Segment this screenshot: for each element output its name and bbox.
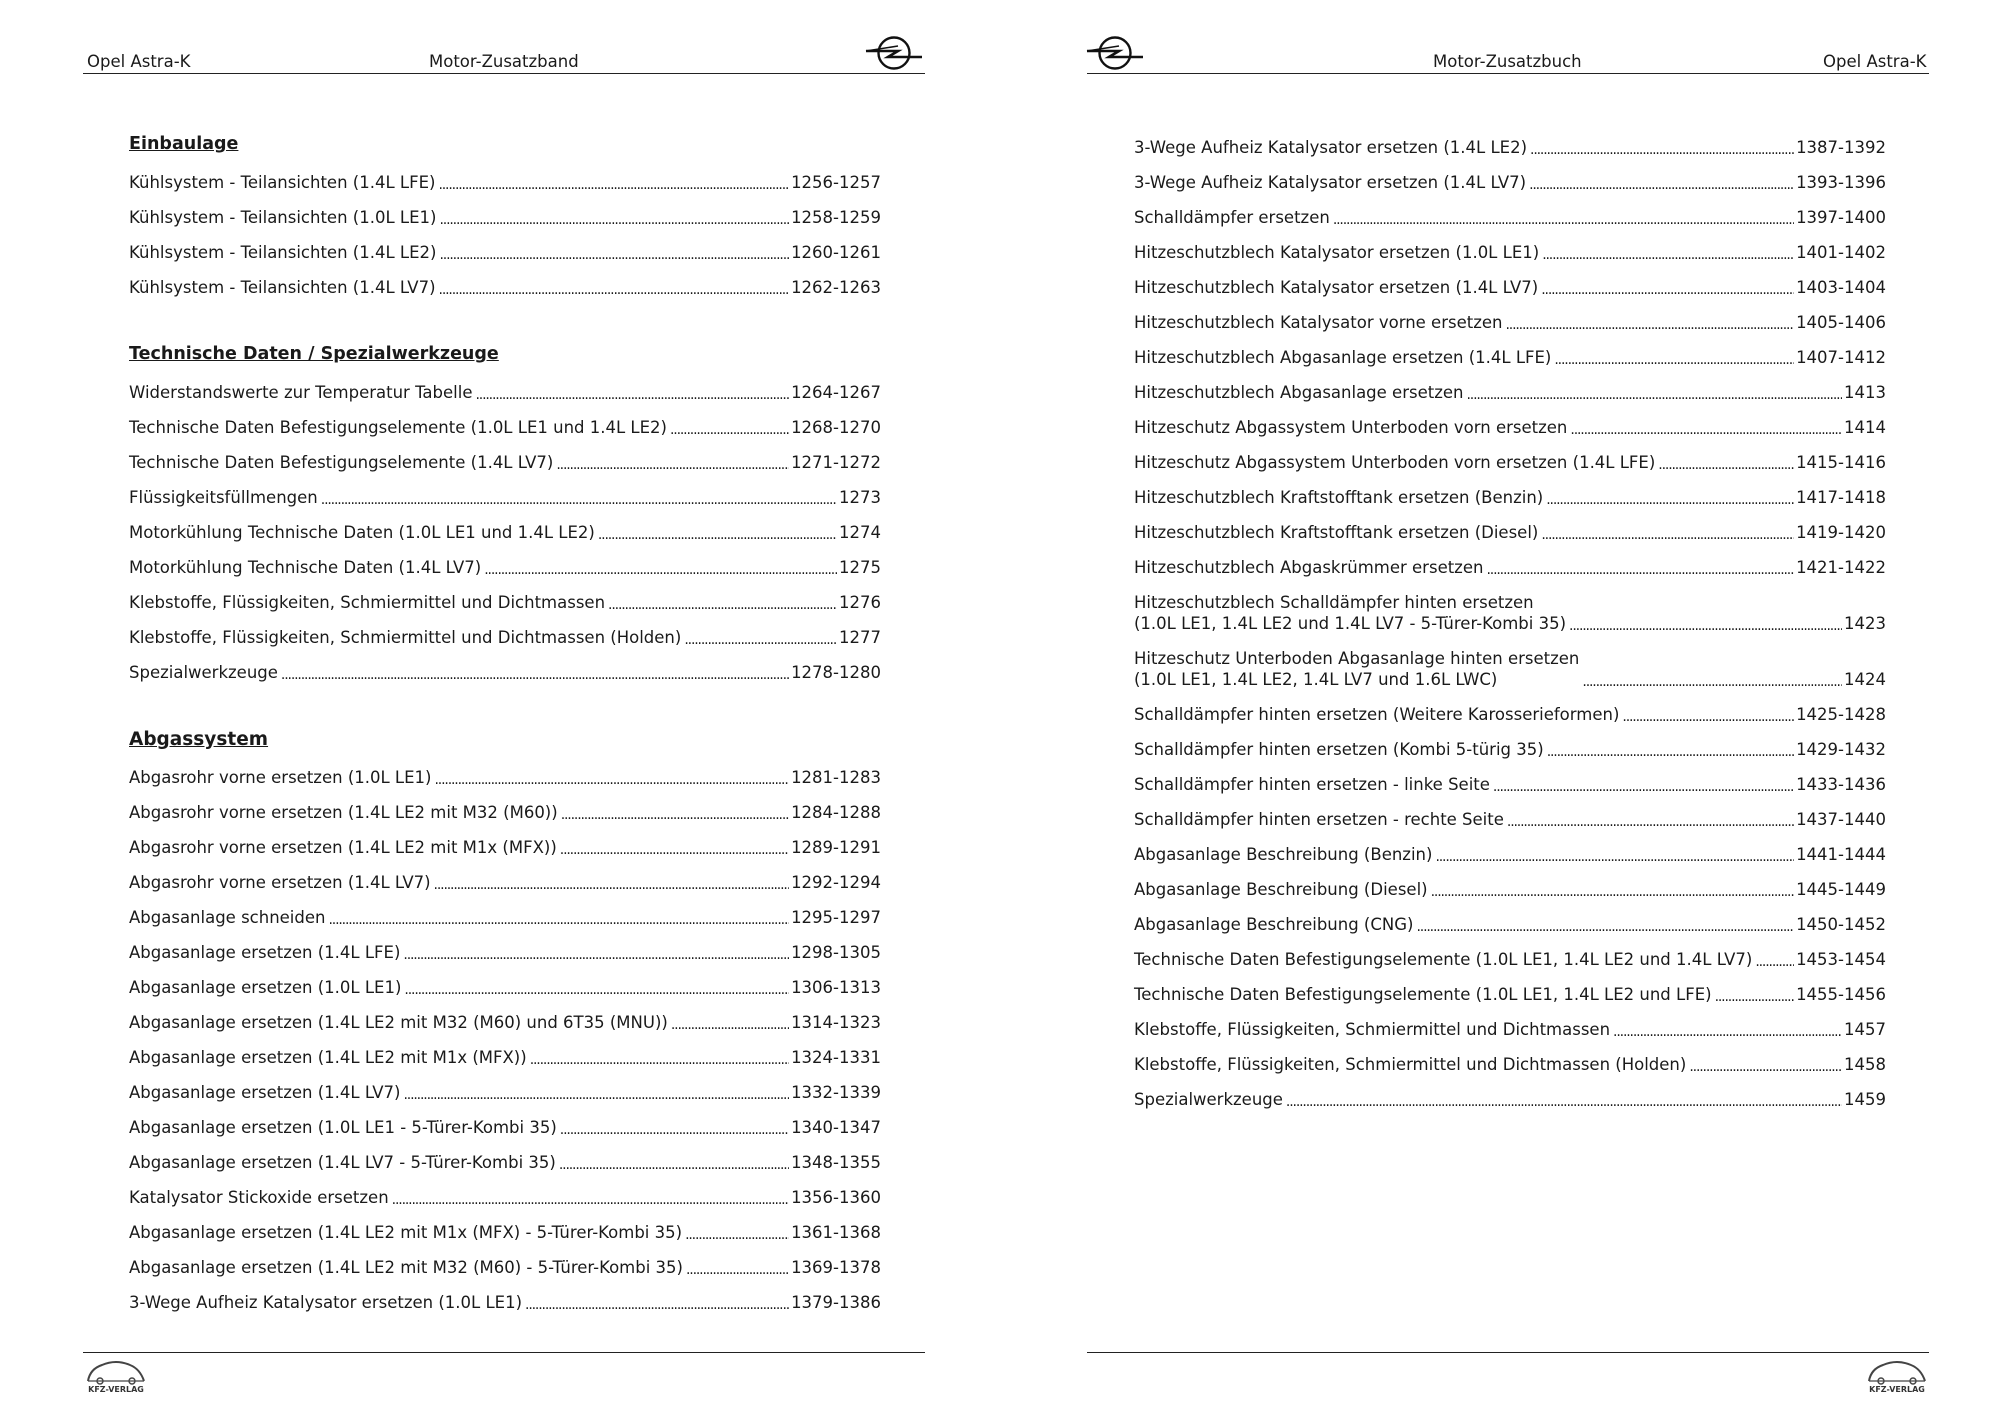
toc-entry-pages: 1457 <box>1844 1020 1886 1039</box>
toc-entry-title: Hitzeschutz Abgassystem Unterboden vorn ersetzen <box>1134 418 1568 437</box>
header-rule <box>83 73 925 74</box>
toc-entry-title: Spezialwerkzeuge <box>1134 1090 1283 1109</box>
toc-entry-title: Abgasanlage Beschreibung (Diesel) <box>1134 880 1428 899</box>
section-spacer <box>129 302 881 337</box>
header-book-title: Motor-Zusatzbuch <box>1433 52 1582 71</box>
dot-leader <box>484 558 837 574</box>
toc-entry-title: Motorkühlung Technische Daten (1.4L LV7) <box>129 558 482 577</box>
toc-entry[interactable] <box>129 1212 881 1247</box>
toc-entry-pages: 1415-1416 <box>1796 453 1886 472</box>
toc-entry[interactable] <box>1134 1009 1886 1044</box>
toc-entry-title: Schalldämpfer hinten ersetzen - linke Seite <box>1134 775 1490 794</box>
toc-entry-pages: 1397-1400 <box>1796 208 1886 227</box>
header-car-model: Opel Astra-K <box>1823 52 1927 71</box>
dot-leader <box>1541 523 1794 539</box>
toc-entry-title: 3-Wege Aufheiz Katalysator ersetzen (1.0L LE1) <box>129 1293 523 1312</box>
toc-entry-pages: 1413 <box>1844 383 1886 402</box>
dot-leader <box>438 173 789 189</box>
toc-entry-title: Motorkühlung Technische Daten (1.0L LE1 und 1.4L LE2) <box>129 523 595 542</box>
toc-entry-pages: 1387-1392 <box>1796 138 1886 157</box>
dot-leader <box>403 1083 789 1099</box>
toc-entry-pages: 1361-1368 <box>791 1223 881 1242</box>
toc-entry[interactable] <box>129 897 881 932</box>
toc-entry-pages: 1256-1257 <box>791 173 881 192</box>
toc-entry-pages: 1348-1355 <box>791 1153 881 1172</box>
toc-entry-pages: 1284-1288 <box>791 803 881 822</box>
dot-leader <box>434 873 790 889</box>
toc-entry-pages: 1264-1267 <box>791 383 881 402</box>
dot-leader <box>1466 383 1842 399</box>
toc-entry-title: Abgasanlage Beschreibung (CNG) <box>1134 915 1414 934</box>
toc-entry-pages: 1421-1422 <box>1796 558 1886 577</box>
toc-entry-title: Abgasanlage ersetzen (1.4L LE2 mit M1x (MFX) - 5-Türer-Kombi 35) <box>129 1223 683 1242</box>
toc-entry-pages: 1369-1378 <box>791 1258 881 1277</box>
toc-entry-pages: 1405-1406 <box>1796 313 1886 332</box>
toc-entry-title: Schalldämpfer hinten ersetzen - rechte Seite <box>1134 810 1504 829</box>
toc-entry[interactable] <box>129 547 881 582</box>
toc-entry-title: Kühlsystem - Teilansichten (1.4L LV7) <box>129 278 436 297</box>
toc-entry[interactable] <box>129 1247 881 1282</box>
dot-leader <box>1541 278 1794 294</box>
toc-entry-pages: 1295-1297 <box>791 908 881 927</box>
toc-entry-title: Kühlsystem - Teilansichten (1.4L LFE) <box>129 173 436 192</box>
dot-leader <box>435 768 790 784</box>
kfz-verlag-text: KFZ-VERLAG <box>88 1385 144 1394</box>
toc-entry-pages: 1424 <box>1844 670 1886 689</box>
toc-entry[interactable] <box>1134 512 1886 547</box>
dot-leader <box>556 453 789 469</box>
toc-entry-title: Technische Daten Befestigungselemente (1.0L LE1, 1.4L LE2 und LFE) <box>1134 985 1712 1004</box>
toc-entry[interactable] <box>129 477 881 512</box>
toc-entry-pages: 1455-1456 <box>1796 985 1886 1004</box>
toc-entry-title: Hitzeschutz Abgassystem Unterboden vorn ersetzen (1.4L LFE) <box>1134 453 1656 472</box>
toc-entry-pages: 1340-1347 <box>791 1118 881 1137</box>
dot-leader <box>1486 558 1794 574</box>
dot-leader <box>1286 1090 1842 1106</box>
toc-entry[interactable] <box>1134 974 1886 1009</box>
dot-leader <box>1493 775 1794 791</box>
toc-entry-pages: 1429-1432 <box>1796 740 1886 759</box>
dot-leader <box>439 243 789 259</box>
toc-entry[interactable] <box>1134 477 1886 512</box>
toc-entry[interactable] <box>129 1002 881 1037</box>
toc-entry-pages: 1423 <box>1844 614 1886 633</box>
toc-entry-pages: 1281-1283 <box>791 768 881 787</box>
toc-entry-title: Abgasanlage ersetzen (1.0L LE1) <box>129 978 402 997</box>
toc-entry[interactable] <box>1134 197 1886 232</box>
toc-entry[interactable] <box>1134 442 1886 477</box>
footer-rule <box>83 1352 925 1353</box>
toc-entry-pages: 1276 <box>839 593 881 612</box>
dot-leader <box>1613 1020 1842 1036</box>
toc-entry[interactable] <box>1134 834 1886 869</box>
toc-entry-title: Hitzeschutzblech Abgasanlage ersetzen (1.4L LFE) <box>1134 348 1552 367</box>
toc-entry-pages: 1278-1280 <box>791 663 881 682</box>
toc-entry-title: Abgasrohr vorne ersetzen (1.0L LE1) <box>129 768 432 787</box>
dot-leader <box>1542 243 1794 259</box>
header-rule <box>1087 73 1929 74</box>
dot-leader <box>684 628 837 644</box>
toc-entry[interactable] <box>1134 232 1886 267</box>
section-spacer <box>129 687 881 722</box>
section-heading: Einbaulage <box>129 134 239 154</box>
toc-entry-title: Schalldämpfer hinten ersetzen (Kombi 5-türig 35) <box>1134 740 1544 759</box>
toc-entry[interactable] <box>129 792 881 827</box>
kfz-verlag-text: KFZ-VERLAG <box>1869 1385 1925 1394</box>
toc-entry[interactable] <box>129 407 881 442</box>
toc-entry-title: Schalldämpfer hinten ersetzen (Weitere Karosserieformen) <box>1134 705 1620 724</box>
opel-logo-icon <box>864 34 924 72</box>
toc-entry[interactable] <box>1134 764 1886 799</box>
header-car-model: Opel Astra-K <box>87 52 191 71</box>
toc-entry-title: Kühlsystem - Teilansichten (1.0L LE1) <box>129 208 437 227</box>
toc-entry[interactable] <box>1134 267 1886 302</box>
dot-leader <box>671 1013 789 1029</box>
toc-entry-title: Abgasanlage ersetzen (1.4L LV7 - 5-Türer-Kombi 35) <box>129 1153 556 1172</box>
dot-leader <box>281 663 789 679</box>
toc-entry[interactable] <box>1134 799 1886 834</box>
toc-entry[interactable] <box>129 827 881 862</box>
toc-entry-title: Klebstoffe, Flüssigkeiten, Schmiermittel und Dichtmassen (Holden) <box>1134 1055 1687 1074</box>
toc-entry[interactable] <box>129 1282 881 1317</box>
toc-entry[interactable] <box>1134 372 1886 407</box>
toc-entry[interactable] <box>129 197 881 232</box>
toc-entry[interactable] <box>1134 127 1886 162</box>
toc-entry-pages: 1332-1339 <box>791 1083 881 1102</box>
toc-entry-title: Abgasrohr vorne ersetzen (1.4L LE2 mit M1x (MFX)) <box>129 838 557 857</box>
dot-leader <box>685 1223 789 1239</box>
toc-entry-title: Abgasanlage ersetzen (1.4L LE2 mit M32 (M60) und 6T35 (MNU)) <box>129 1013 668 1032</box>
toc-entry-pages: 1298-1305 <box>791 943 881 962</box>
toc-entry-title: 3-Wege Aufheiz Katalysator ersetzen (1.4L LV7) <box>1134 173 1527 192</box>
dot-leader <box>670 418 789 434</box>
toc-entry-pages: 1450-1452 <box>1796 915 1886 934</box>
toc-entry-title: Abgasanlage ersetzen (1.4L LV7) <box>129 1083 401 1102</box>
dot-leader <box>1530 138 1794 154</box>
toc-entry[interactable] <box>129 932 881 967</box>
toc-entry[interactable] <box>129 1142 881 1177</box>
toc-entry[interactable] <box>1134 869 1886 904</box>
kfz-verlag-logo <box>1863 1355 1931 1395</box>
dot-leader <box>1505 313 1794 329</box>
toc-entry-title: Abgasrohr vorne ersetzen (1.4L LV7) <box>129 873 431 892</box>
dot-leader <box>475 383 789 399</box>
toc-entry-pages: 1425-1428 <box>1796 705 1886 724</box>
right-page <box>1000 0 2000 1413</box>
toc-entry[interactable] <box>1134 638 1886 694</box>
toc-entry-title: Abgasanlage ersetzen (1.0L LE1 - 5-Türer-Kombi 35) <box>129 1118 557 1137</box>
dot-leader <box>560 838 789 854</box>
dot-leader <box>403 943 789 959</box>
toc-entry-pages: 1401-1402 <box>1796 243 1886 262</box>
toc-entry-title: Abgasrohr vorne ersetzen (1.4L LE2 mit M32 (M60)) <box>129 803 558 822</box>
toc-entry[interactable] <box>129 862 881 897</box>
toc-entry[interactable] <box>129 512 881 547</box>
toc-entry-pages: 1441-1444 <box>1796 845 1886 864</box>
toc-entry-title: Spezialwerkzeuge <box>129 663 278 682</box>
toc-entry-pages: 1274 <box>839 523 881 542</box>
dot-leader <box>328 908 789 924</box>
toc-entry[interactable] <box>129 162 881 197</box>
dot-leader <box>1658 453 1794 469</box>
toc-entry-title: Abgasanlage Beschreibung (Benzin) <box>1134 845 1433 864</box>
toc-entry-pages: 1268-1270 <box>791 418 881 437</box>
toc-entry[interactable] <box>129 1037 881 1072</box>
section-heading: Technische Daten / Spezialwerkzeuge <box>129 344 499 364</box>
toc-entry-pages: 1459 <box>1844 1090 1886 1109</box>
toc-entry-pages: 1289-1291 <box>791 838 881 857</box>
toc-entry[interactable] <box>129 232 881 267</box>
toc-entry-title: Hitzeschutzblech Katalysator ersetzen (1.4L LV7) <box>1134 278 1539 297</box>
dot-leader <box>321 488 837 504</box>
kfz-verlag-logo <box>82 1355 150 1395</box>
toc-entry[interactable] <box>129 1072 881 1107</box>
toc-entry-title: Hitzeschutzblech Abgaskrümmer ersetzen <box>1134 558 1484 577</box>
dot-leader <box>1622 705 1794 721</box>
toc-entry-pages: 1314-1323 <box>791 1013 881 1032</box>
toc-entry-title: Klebstoffe, Flüssigkeiten, Schmiermittel und Dichtmassen <box>1134 1020 1611 1039</box>
toc-entry[interactable] <box>1134 1079 1886 1114</box>
dot-leader <box>1431 880 1794 896</box>
toc-entry-title: Flüssigkeitsfüllmengen <box>129 488 318 507</box>
toc-entry-pages: 1407-1412 <box>1796 348 1886 367</box>
toc-entry[interactable] <box>129 652 881 687</box>
toc-entry-title: Katalysator Stickoxide ersetzen <box>129 1188 389 1207</box>
section-heading: Abgassystem <box>129 729 269 750</box>
toc-entry-pages: 1379-1386 <box>791 1293 881 1312</box>
dot-leader <box>1689 1055 1842 1071</box>
toc-entry[interactable] <box>129 1177 881 1212</box>
dot-leader <box>525 1293 789 1309</box>
dot-leader <box>608 593 837 609</box>
toc-entry-pages: 1419-1420 <box>1796 523 1886 542</box>
toc-entry-pages: 1271-1272 <box>791 453 881 472</box>
footer-rule <box>1087 1352 1929 1353</box>
toc-entry-pages: 1417-1418 <box>1796 488 1886 507</box>
toc-entry-title: Kühlsystem - Teilansichten (1.4L LE2) <box>129 243 437 262</box>
toc-entry-pages: 1403-1404 <box>1796 278 1886 297</box>
toc-entry-title: Widerstandswerte zur Temperatur Tabelle <box>129 383 473 402</box>
toc-entry-title: Technische Daten Befestigungselemente (1.0L LE1 und 1.4L LE2) <box>129 418 667 437</box>
toc-entry[interactable] <box>129 582 881 617</box>
toc-entry-title: Abgasanlage ersetzen (1.4L LE2 mit M32 (M60) - 5-Türer-Kombi 35) <box>129 1258 683 1277</box>
toc-entry-pages: 1273 <box>839 488 881 507</box>
toc-entry-title: Klebstoffe, Flüssigkeiten, Schmiermittel und Dichtmassen <box>129 593 606 612</box>
toc-entry-pages: 1433-1436 <box>1796 775 1886 794</box>
toc-entry[interactable] <box>129 442 881 477</box>
toc-entry-title: Hitzeschutzblech Abgasanlage ersetzen <box>1134 383 1464 402</box>
dot-leader <box>392 1188 789 1204</box>
toc-entry-pages: 1277 <box>839 628 881 647</box>
toc-entry-title: Hitzeschutzblech Schalldämpfer hinten ersetzen (1.0L LE1, 1.4L LE2 und 1.4L LV7 - 5-Türer-Kombi 35) <box>1134 593 1567 633</box>
dot-leader <box>439 278 790 294</box>
toc-entry-pages: 1437-1440 <box>1796 810 1886 829</box>
toc-entry[interactable] <box>1134 302 1886 337</box>
toc-entry-pages: 1393-1396 <box>1796 173 1886 192</box>
dot-leader <box>1570 418 1842 434</box>
dot-leader <box>404 978 789 994</box>
toc-entry-title: Hitzeschutzblech Kraftstofftank ersetzen (Diesel) <box>1134 523 1539 542</box>
dot-leader <box>1435 845 1794 861</box>
dot-leader <box>598 523 837 539</box>
dot-leader <box>1582 670 1842 686</box>
dot-leader <box>1715 985 1794 1001</box>
toc-entry-pages: 1458 <box>1844 1055 1886 1074</box>
toc-entry-pages: 1306-1313 <box>791 978 881 997</box>
dot-leader <box>686 1258 789 1274</box>
dot-leader <box>530 1048 789 1064</box>
toc-entry[interactable] <box>1134 547 1886 582</box>
toc-entry-title: Abgasanlage ersetzen (1.4L LFE) <box>129 943 401 962</box>
opel-logo-icon <box>1085 34 1145 72</box>
toc-entry[interactable] <box>1134 694 1886 729</box>
dot-leader <box>1529 173 1794 189</box>
toc-entry-title: Technische Daten Befestigungselemente (1.4L LV7) <box>129 453 554 472</box>
toc-entry-title: 3-Wege Aufheiz Katalysator ersetzen (1.4L LE2) <box>1134 138 1528 157</box>
toc-entry[interactable] <box>1134 582 1886 638</box>
dot-leader <box>560 1118 789 1134</box>
dot-leader <box>1554 348 1794 364</box>
dot-leader <box>561 803 789 819</box>
toc-entry-pages: 1453-1454 <box>1796 950 1886 969</box>
toc-entry[interactable] <box>129 757 881 792</box>
toc-entry[interactable] <box>129 372 881 407</box>
dot-leader <box>1569 614 1842 630</box>
toc-entry-pages: 1356-1360 <box>791 1188 881 1207</box>
dot-leader <box>1546 488 1794 504</box>
table-of-contents-left <box>129 127 881 1317</box>
toc-entry-title: Hitzeschutzblech Katalysator vorne ersetzen <box>1134 313 1503 332</box>
toc-entry-pages: 1260-1261 <box>791 243 881 262</box>
toc-entry-title: Schalldämpfer ersetzen <box>1134 208 1330 227</box>
toc-entry-title: Technische Daten Befestigungselemente (1.0L LE1, 1.4L LE2 und 1.4L LV7) <box>1134 950 1753 969</box>
toc-entry-pages: 1445-1449 <box>1796 880 1886 899</box>
toc-entry[interactable] <box>1134 939 1886 974</box>
toc-entry-pages: 1258-1259 <box>791 208 881 227</box>
dot-leader <box>1333 208 1794 224</box>
dot-leader <box>1755 950 1794 966</box>
toc-entry-title: Abgasanlage schneiden <box>129 908 326 927</box>
toc-entry-title: Hitzeschutzblech Kraftstofftank ersetzen (Benzin) <box>1134 488 1544 507</box>
toc-entry-pages: 1324-1331 <box>791 1048 881 1067</box>
toc-entry[interactable] <box>129 1107 881 1142</box>
toc-entry[interactable] <box>1134 729 1886 764</box>
toc-entry-pages: 1275 <box>839 558 881 577</box>
toc-entry[interactable] <box>1134 407 1886 442</box>
toc-entry[interactable] <box>129 967 881 1002</box>
toc-entry[interactable] <box>129 617 881 652</box>
toc-entry-title: Abgasanlage ersetzen (1.4L LE2 mit M1x (MFX)) <box>129 1048 527 1067</box>
dot-leader <box>559 1153 789 1169</box>
toc-entry[interactable] <box>1134 904 1886 939</box>
dot-leader <box>1416 915 1794 931</box>
toc-entry-pages: 1292-1294 <box>791 873 881 892</box>
toc-entry-pages: 1262-1263 <box>791 278 881 297</box>
toc-entry-title: Hitzeschutz Unterboden Abgasanlage hinten ersetzen (1.0L LE1, 1.4L LE2, 1.4L LV7 und 1.6L LWC) <box>1134 649 1580 689</box>
dot-leader <box>439 208 789 224</box>
toc-entry[interactable] <box>129 267 881 302</box>
toc-entry-title: Klebstoffe, Flüssigkeiten, Schmiermittel und Dichtmassen (Holden) <box>129 628 682 647</box>
toc-entry[interactable] <box>1134 337 1886 372</box>
dot-leader <box>1507 810 1794 826</box>
header-book-title: Motor-Zusatzband <box>429 52 579 71</box>
toc-entry[interactable] <box>1134 162 1886 197</box>
table-of-contents-right <box>1134 127 1886 1114</box>
dot-leader <box>1547 740 1794 756</box>
toc-entry-title: Hitzeschutzblech Katalysator ersetzen (1.0L LE1) <box>1134 243 1540 262</box>
toc-entry-pages: 1414 <box>1844 418 1886 437</box>
toc-entry[interactable] <box>1134 1044 1886 1079</box>
